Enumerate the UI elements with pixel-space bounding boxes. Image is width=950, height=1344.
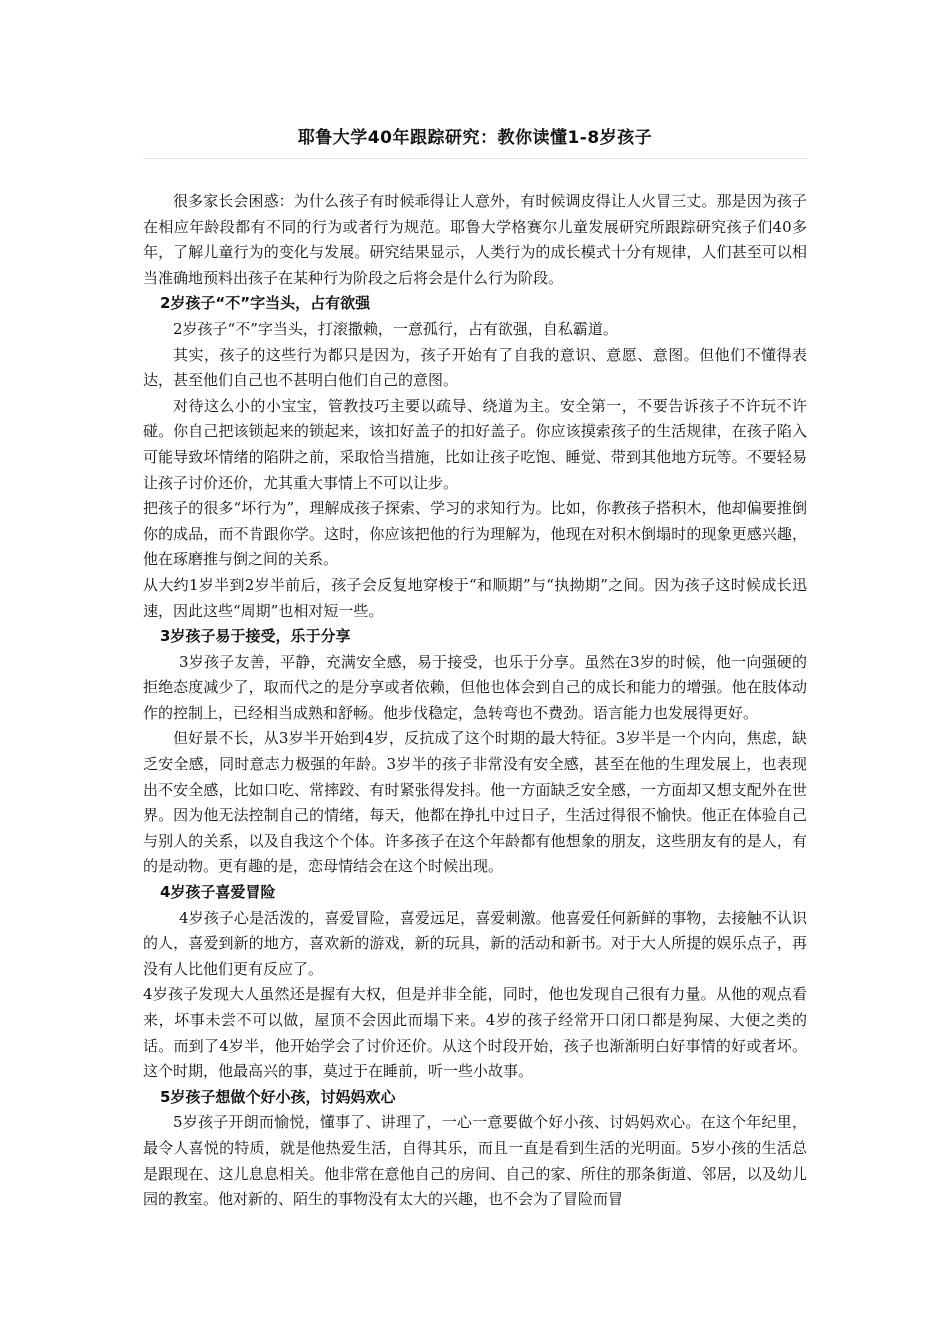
paragraph: 其实，孩子的这些行为都只是因为，孩子开始有了自我的意识、意愿、意图。但他们不懂得表达，甚至他们自己也不甚明白他们自己的意图。 [143,345,807,390]
document-body [143,189,807,1213]
section-heading-age-4: 4岁孩子喜爱冒险 [160,883,276,902]
document-page [143,0,807,1213]
paragraph: 5岁孩子开朗而愉悦，懂事了、讲理了，一心一意要做个好小孩、讨妈妈欢心。在这个年纪里，最令人喜悦的特质，就是他热爱生活，自得其乐，而且一直是看到生活的光明面。5岁小孩的生活总是跟现在、这儿息息相关。他非常在意他自己的房间、自己的家、所住的那条街道、邻居，以及幼儿园的教室。他对新的、陌生的事物没有太大的兴趣，也不会为了冒险而冒 [143,1113,807,1209]
paragraph: 2岁孩子“不”字当头，打滚撒赖，一意孤行，占有欲强，自私霸道。 [173,319,618,338]
title-divider [143,158,807,159]
document-title: 耶鲁大学40年跟踪研究：教你读懂1-8岁孩子 [297,128,653,148]
section-heading-age-2: 2岁孩子“不”字当头，占有欲强 [160,294,371,313]
paragraph: 从大约1岁半到2岁半前后，孩子会反复地穿梭于“和顺期”与“执拗期”之间。因为孩子这时候成长迅速，因此这些“周期”也相对短一些。 [143,575,807,620]
section-heading-age-5: 5岁孩子想做个好小孩，讨妈妈欢心 [160,1087,396,1106]
paragraph: 4岁孩子心是活泼的，喜爱冒险，喜爱远足，喜爱刺激。他喜爱任何新鲜的事物，去接触不认识的人，喜爱到新的地方，喜欢新的游戏，新的玩具，新的活动和新书。对于大人所提的娱乐点子，再没有人比他们更有反应了。 [143,908,807,978]
paragraph: 把孩子的很多“坏行为”，理解成孩子探索、学习的求知行为。比如，你教孩子搭积木，他却偏要推倒你的成品，而不肯跟你学。这时，你应该把他的行为理解为，他现在对积木倒塌时的现象更感兴趣，他在琢磨推与倒之间的关系。 [143,499,807,569]
paragraph: 4岁孩子发现大人虽然还是握有大权，但是并非全能，同时，他也发现自己很有力量。从他的观点看来，坏事未尝不可以做，屋顶不会因此而塌下来。4岁的孩子经常开口闭口都是狗屎、大便之类的话。而到了4岁半，他开始学会了讨价还价。从这个时段开始，孩子也渐渐明白好事情的好或者坏。这个时期，他最高兴的事，莫过于在睡前，听一些小故事。 [143,985,807,1081]
section-heading-age-3: 3岁孩子易于接受，乐于分享 [160,627,351,646]
paragraph: 但好景不长，从3岁半开始到4岁，反抗成了这个时期的最大特征。3岁半是一个内向，焦虑，缺乏安全感，同时意志力极强的年龄。3岁半的孩子非常没有安全感，甚至在他的生理发展上，也表现出不安全感，比如口吃、常摔跤、有时紧张得发抖。他一方面缺乏安全感，一方面却又想支配外在世界。因为他无法控制自己的情绪，每天，他都在挣扎中过日子，生活过得很不愉快。他正在体验自己与别人的关系，以及自我这个个体。许多孩子在这个年龄都有他想象的朋友，这些朋友有的是人，有的是动物。更有趣的是，恋母情结会在这个时候出现。 [143,729,807,876]
paragraph: 3岁孩子友善，平静，充满安全感，易于接受，也乐于分享。虽然在3岁的时候，他一向强硬的拒绝态度减少了，取而代之的是分享或者依赖，但他也体会到自己的成长和能力的增强。他在肢体动作的控制上，已经相当成熟和舒畅。他步伐稳定，急转弯也不费劲。语言能力也发展得更好。 [143,652,807,722]
paragraph: 对待这么小的小宝宝，管教技巧主要以疏导、绕道为主。安全第一，不要告诉孩子不许玩不许碰。你自己把该锁起来的锁起来，该扣好盖子的扣好盖子。你应该摸索孩子的生活规律，在孩子陷入可能导致坏情绪的陷阱之前，采取恰当措施，比如让孩子吃饱、睡觉、带到其他地方玩等。不要轻易让孩子讨价还价，尤其重大事情上不可以让步。 [143,396,807,492]
intro-paragraph: 很多家长会困惑：为什么孩子有时候乖得让人意外，有时候调皮得让人火冒三丈。那是因为孩子在相应年龄段都有不同的行为或者行为规范。耶鲁大学格赛尔儿童发展研究所跟踪研究孩子们40多年，了解儿童行为的变化与发展。研究结果显示，人类行为的成长模式十分有规律，人们甚至可以相当准确地预料出孩子在某种行为阶段之后将会是什么行为阶段。 [143,192,807,287]
